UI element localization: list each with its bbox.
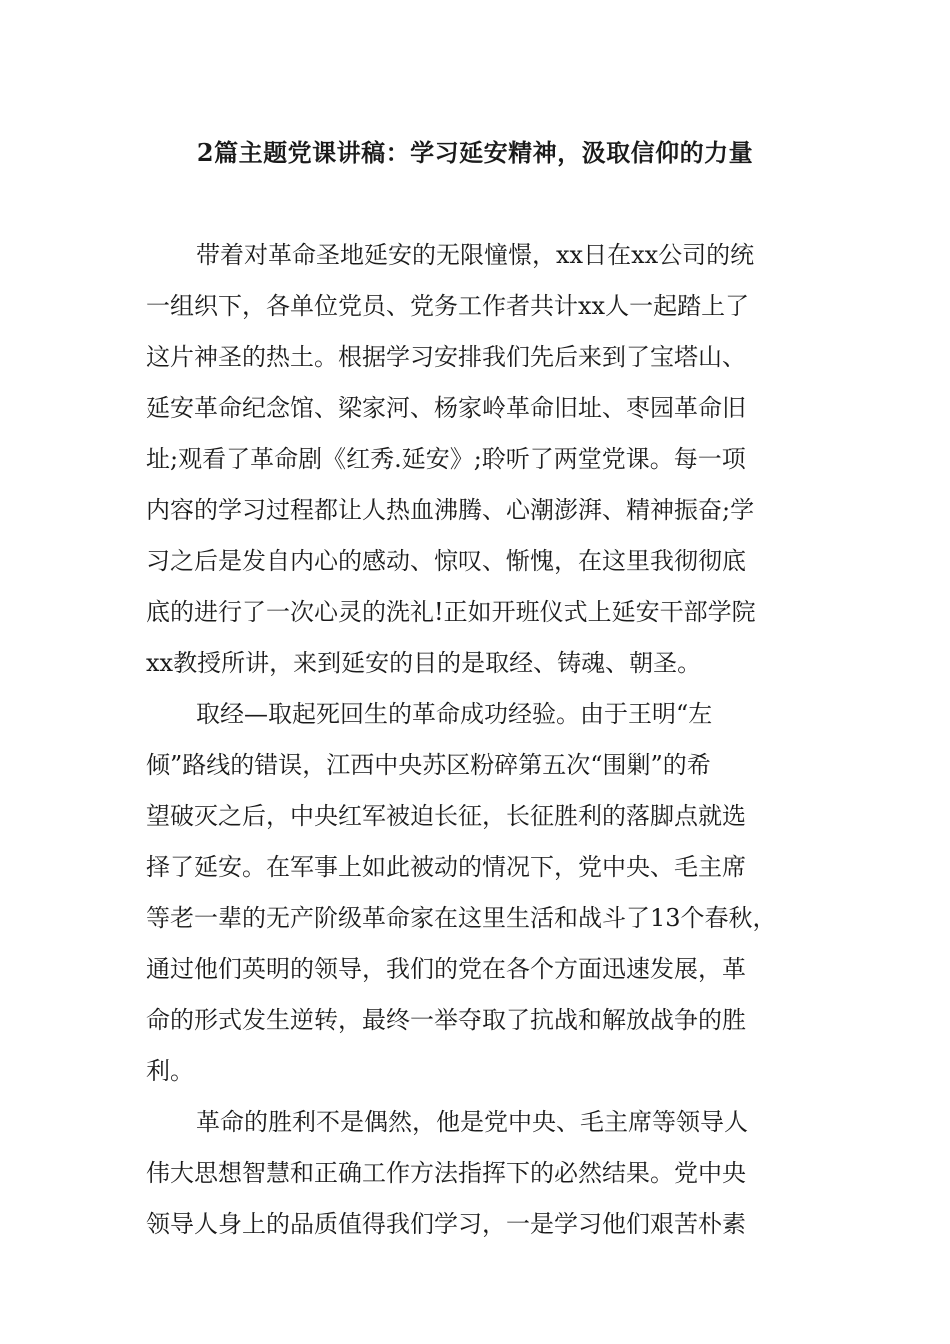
text-line: 址;观看了革命剧《红秀.延安》;聆听了两堂党课。每一项 <box>146 445 746 473</box>
text-line: 内容的学习过程都让人热血沸腾、心潮澎湃、精神振奋;学 <box>146 496 755 524</box>
text-line: 等老一辈的无产阶级革命家在这里生活和战斗了13个春秋， <box>146 904 777 932</box>
text-line: 通过他们英明的领导，我们的党在各个方面迅速发展，革 <box>146 955 746 983</box>
text-line: 望破灭之后，中央红军被迫长征，长征胜利的落脚点就选 <box>146 802 746 830</box>
text-line: 倾”路线的错误，江西中央苏区粉碎第五次“围剿”的希 <box>146 751 711 779</box>
text-line: 习之后是发自内心的感动、惊叹、惭愧，在这里我彻彻底 <box>146 547 746 575</box>
text-line: 带着对革命圣地延安的无限憧憬，xx日在xx公司的统 <box>196 241 755 269</box>
text-line: 底的进行了一次心灵的洗礼!正如开班仪式上延安干部学院 <box>146 598 756 626</box>
text-line: 革命的胜利不是偶然，他是党中央、毛主席等领导人 <box>196 1108 748 1136</box>
text-line: 一组织下，各单位党员、党务工作者共计xx人一起踏上了 <box>146 292 750 320</box>
text-line: 择了延安。在军事上如此被动的情况下，党中央、毛主席 <box>146 853 746 881</box>
text-line: 取经—取起死回生的革命成功经验。由于王明“左 <box>196 700 713 728</box>
text-line: 命的形式发生逆转，最终一举夺取了抗战和解放战争的胜 <box>146 1006 746 1034</box>
document-body <box>146 230 814 1250</box>
text-line: 这片神圣的热土。根据学习安排我们先后来到了宝塔山、 <box>146 343 746 371</box>
text-line: 延安革命纪念馆、梁家河、杨家岭革命旧址、枣园革命旧 <box>146 394 746 422</box>
text-line: xx教授所讲，来到延安的目的是取经、铸魂、朝圣。 <box>146 649 702 677</box>
text-line: 伟大思想智慧和正确工作方法指挥下的必然结果。党中央 <box>146 1159 746 1187</box>
text-line: 利。 <box>146 1057 194 1085</box>
document-title: 2篇主题党课讲稿：学习延安精神，汲取信仰的力量 <box>196 138 754 167</box>
text-line: 领导人身上的品质值得我们学习，一是学习他们艰苦朴素 <box>146 1210 746 1238</box>
